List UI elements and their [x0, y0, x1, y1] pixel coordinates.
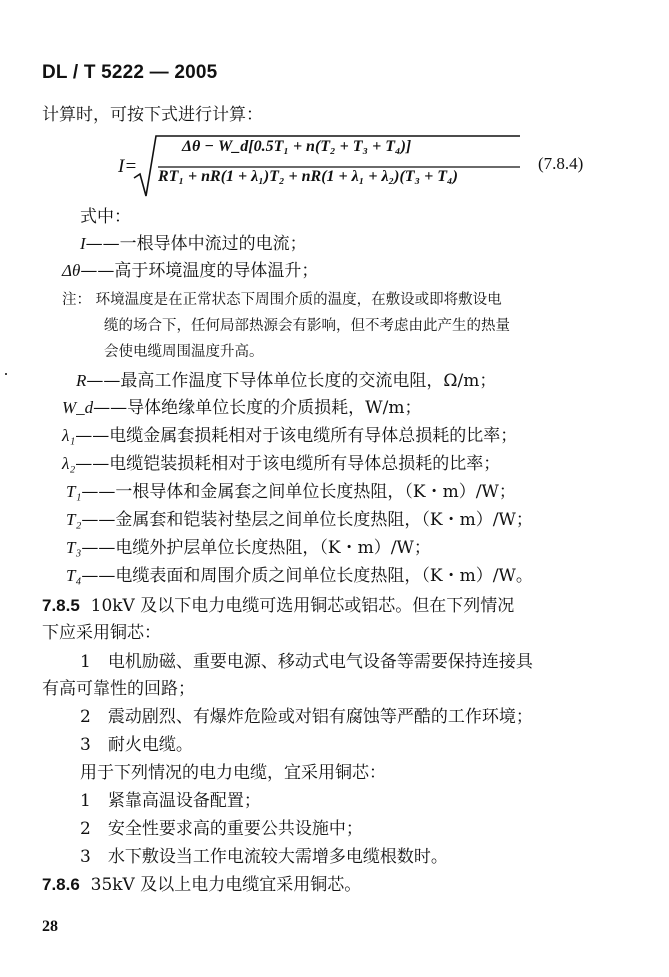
formula-lhs: I= [118, 156, 138, 177]
definition-text: ——一根导体和金属套之间单位长度热阻，（K・m）/W； [81, 482, 516, 502]
formula-7-8-4 [118, 132, 638, 202]
definition-row [62, 260, 318, 282]
clause-number: 7.8.5 [42, 596, 80, 615]
definition-row [80, 233, 307, 255]
clause-7-8-5: 7.8.5 10kV 及以下电力电缆可选用铜芯或铝芯。但在下列情况 [42, 596, 515, 616]
definition-symbol: W_d [62, 398, 94, 417]
definition-symbol: T₄ [66, 566, 82, 585]
equation-number: (7.8.4) [538, 154, 584, 173]
list-item-continuation: 有高可靠性的回路； [42, 679, 195, 699]
definition-text: ——金属套和铠装衬垫层之间单位长度热阻，（K・m）/W； [81, 510, 533, 530]
scan-speck [5, 373, 7, 375]
definition-symbol: λ₁ [62, 426, 76, 445]
definition-text: ——高于环境温度的导体温升； [80, 261, 319, 281]
definition-symbol: Δθ [62, 261, 81, 280]
clause-number: 7.8.6 [42, 875, 80, 894]
note-line: 注： 环境温度是在正常状态下周围介质的温度，在敷设或即将敷设电 [62, 292, 502, 308]
definition-symbol: λ₂ [62, 454, 76, 473]
definition-symbol: R [76, 371, 87, 390]
list-item: 2 震动剧烈、有爆炸危险或对铝有腐蚀等严酷的工作环境； [80, 707, 533, 727]
clause-paragraph: 用于下列情况的电力电缆，宜采用铜芯： [80, 763, 386, 783]
list-item: 1 紧靠高温设备配置； [80, 791, 261, 811]
definition-row [66, 537, 431, 559]
note-label: 注： [62, 292, 91, 308]
list-item: 2 安全性要求高的重要公共设施中； [80, 819, 363, 839]
intro-text: 计算时，可按下式进行计算： [42, 105, 263, 125]
definition-row [66, 565, 533, 587]
definition-row [66, 481, 516, 503]
list-item: 3 水下敷设当工作电流较大需增多电缆根数时。 [80, 847, 448, 867]
where-label: 式中： [80, 207, 131, 227]
definition-symbol: T₂ [66, 510, 82, 529]
definition-row [62, 425, 517, 447]
note-line: 会使电缆周围温度升高。 [104, 344, 264, 360]
definition-text: ——电缆表面和周围介质之间单位长度热阻，（K・m）/W。 [81, 566, 533, 586]
page-number: 28 [42, 918, 58, 935]
formula-numerator: Δθ − W_d[0.5T₁ + n(T₂ + T₃ + T₄)] [182, 138, 412, 155]
definition-symbol: T₃ [66, 538, 82, 557]
definition-text: ——电缆金属套损耗相对于该电缆所有导体总损耗的比率； [75, 426, 518, 446]
definition-text: ——电缆外护层单位长度热阻，（K・m）/W； [81, 538, 431, 558]
formula-denominator: RT₁ + nR(1 + λ₁)T₂ + nR(1 + λ₁ + λ₂)(T₃ + T₄) [158, 168, 458, 185]
definition-row [66, 509, 533, 531]
clause-line: 下应采用铜芯： [42, 623, 161, 643]
list-item: 1 电机励磁、重要电源、移动式电气设备等需要保持连接具 [80, 652, 533, 672]
definition-row [62, 397, 422, 419]
list-item: 3 耐火电缆。 [80, 735, 193, 755]
definition-text: ——一根导体中流过的电流； [85, 234, 307, 254]
definition-row [62, 453, 500, 475]
definition-text: ——最高工作温度下导体单位长度的交流电阻，Ω/m； [86, 371, 497, 391]
definition-symbol: I [80, 234, 86, 253]
definition-symbol: T₁ [66, 482, 82, 501]
clause-7-8-6: 7.8.6 35kV 及以上电力电缆宜采用铜芯。 [42, 875, 362, 895]
document-code: DL / T 5222 — 2005 [42, 62, 218, 83]
definition-row [76, 370, 496, 392]
note-line: 缆的场合下，任何局部热源会有影响，但不考虑由此产生的热量 [104, 318, 510, 334]
definition-text: ——电缆铠装损耗相对于该电缆所有导体总损耗的比率； [75, 454, 501, 474]
definition-text: ——导体绝缘单位长度的介质损耗，W/m； [93, 398, 422, 418]
